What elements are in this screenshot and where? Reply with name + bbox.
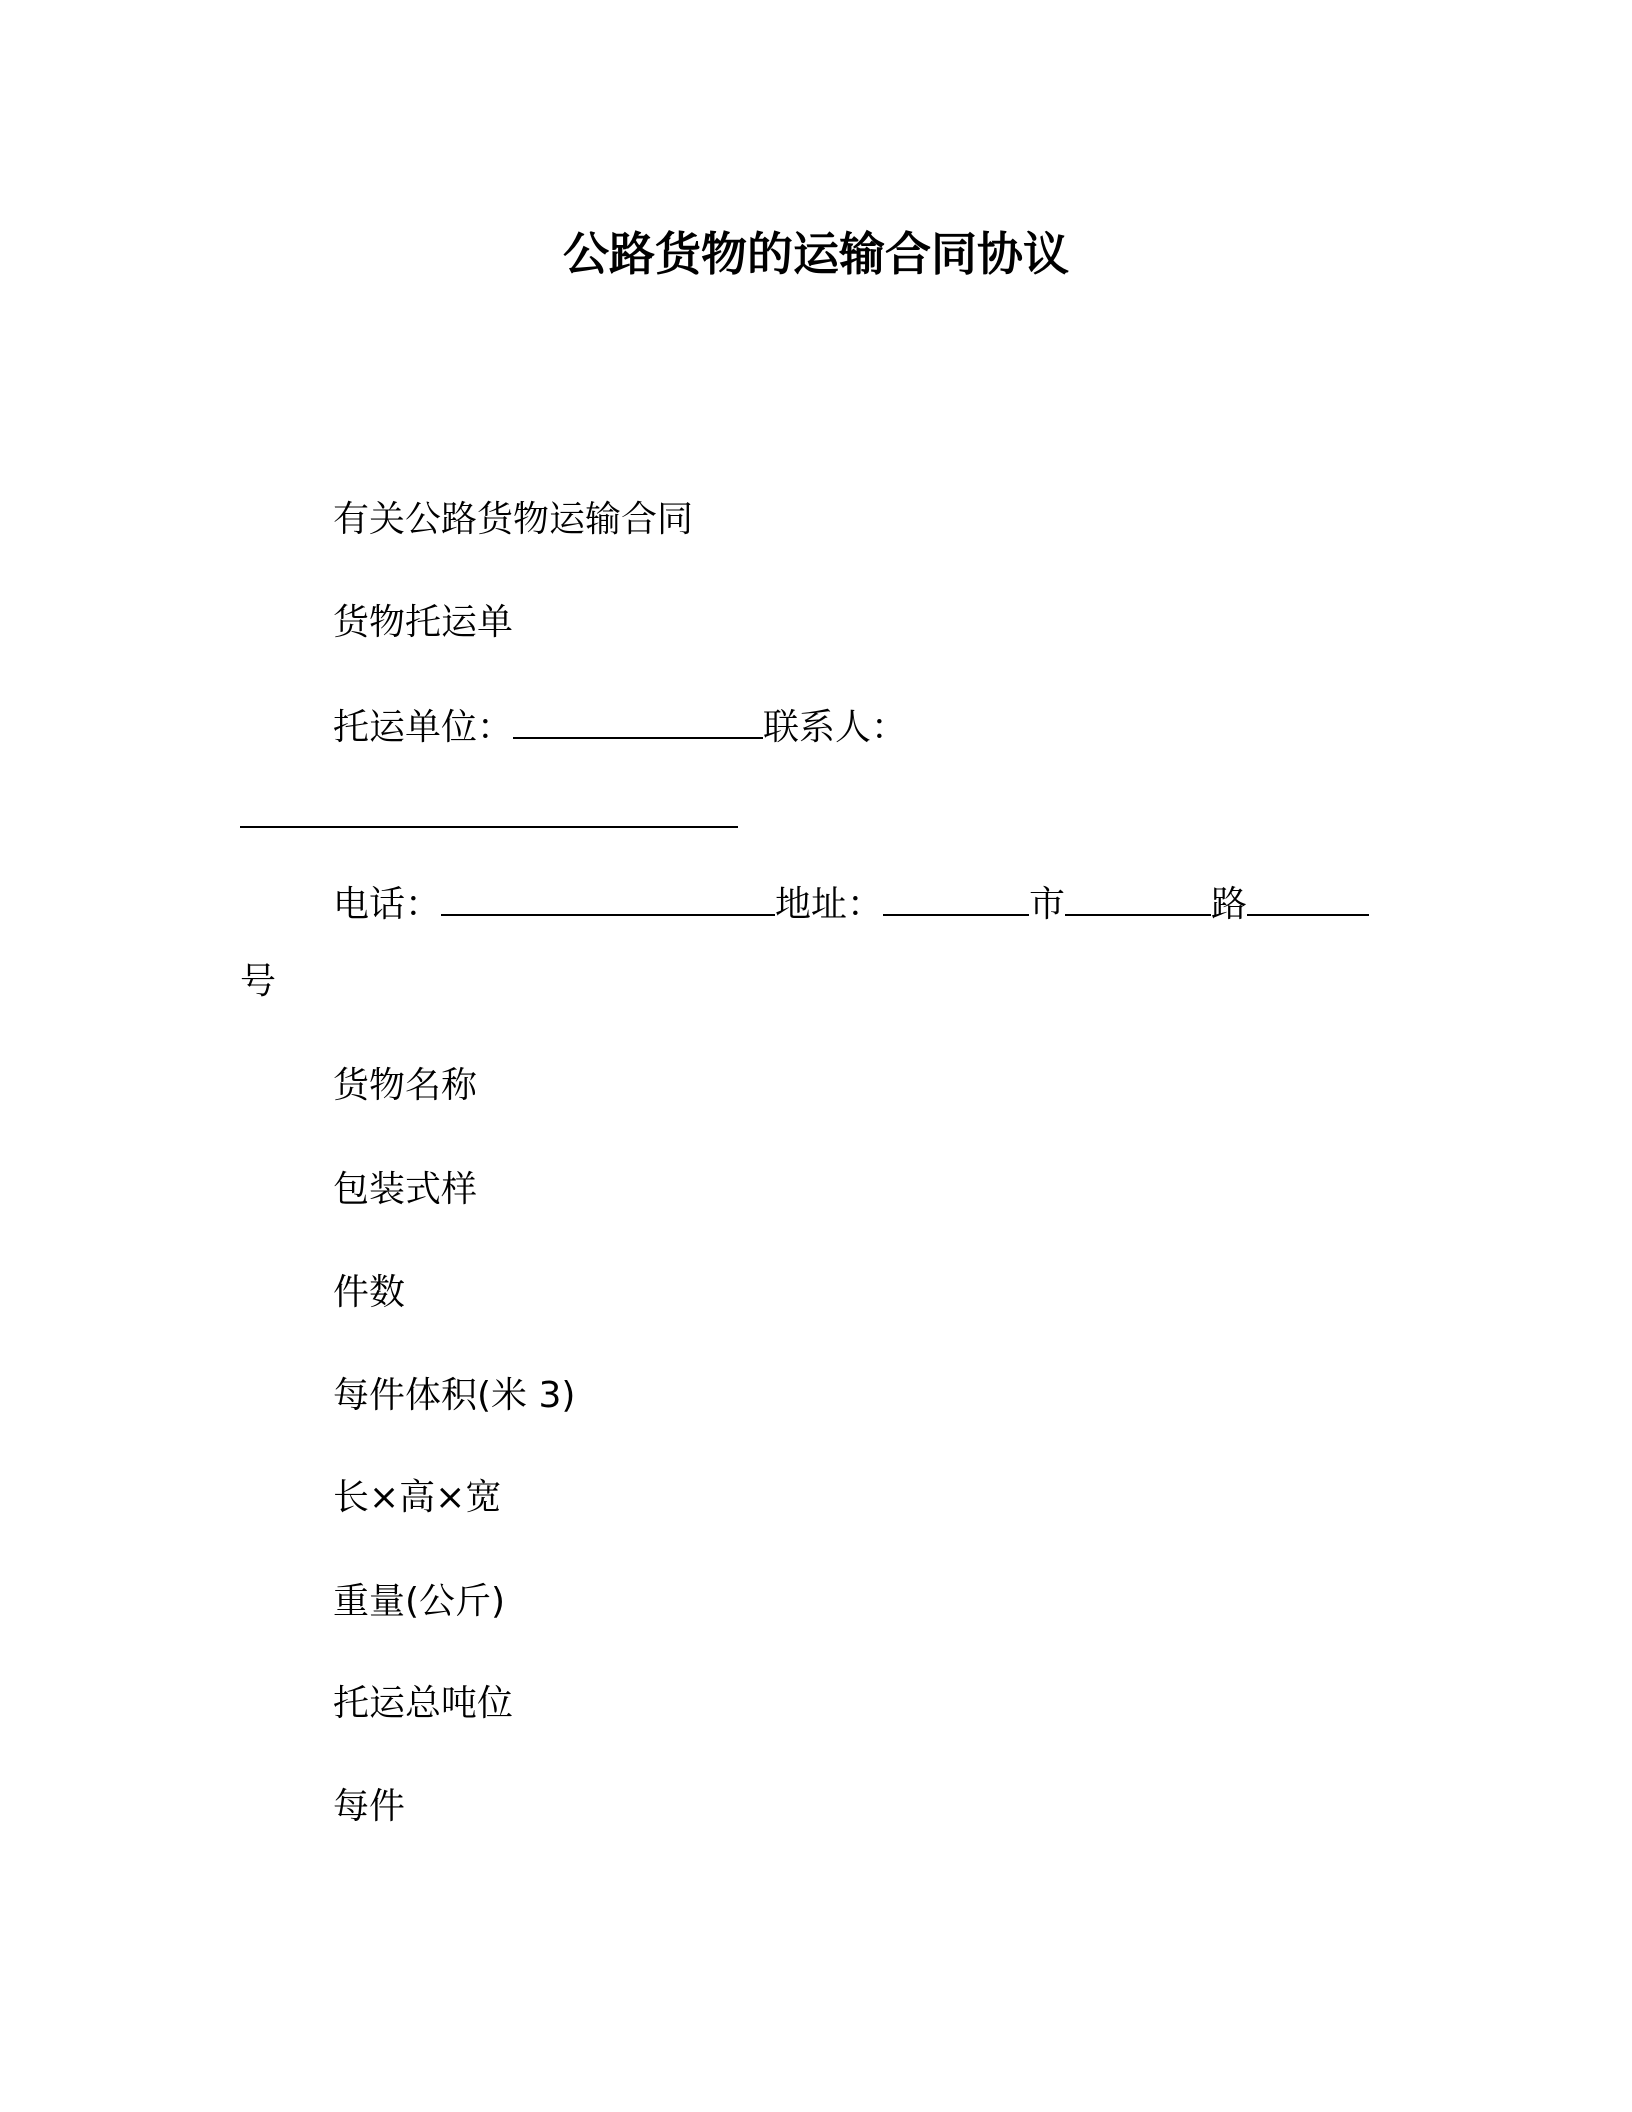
phone-label: 电话： [333, 884, 442, 925]
document-title: 公路货物的运输合同协议 [563, 227, 1069, 281]
phone-address-line [333, 880, 1369, 930]
number-blank[interactable] [1247, 882, 1369, 916]
weight-line: 重量(公斤) [333, 1581, 506, 1622]
form-title-line: 货物托运单 [333, 602, 514, 643]
city-blank[interactable] [883, 882, 1029, 916]
shipper-label: 托运单位： [333, 707, 514, 748]
volume-line: 每件体积(米 3) [333, 1375, 576, 1416]
contact-blank[interactable] [240, 826, 738, 828]
packaging-line: 包装式样 [333, 1169, 478, 1210]
number-suffix-line: 号 [240, 961, 277, 1002]
per-piece-line: 每件 [333, 1786, 406, 1827]
road-blank[interactable] [1065, 882, 1211, 916]
road-suffix: 路 [1211, 884, 1248, 925]
address-label: 地址： [775, 884, 884, 925]
dimensions-line: 长×高×宽 [333, 1477, 502, 1518]
city-suffix: 市 [1029, 884, 1066, 925]
intro-line: 有关公路货物运输合同 [333, 499, 694, 540]
goods-name-line: 货物名称 [333, 1065, 478, 1106]
shipper-blank[interactable] [513, 705, 763, 739]
phone-blank[interactable] [441, 882, 775, 916]
pieces-line: 件数 [333, 1272, 406, 1313]
contact-label: 联系人： [763, 707, 908, 748]
total-tonnage-line: 托运总吨位 [333, 1683, 514, 1724]
shipper-contact-line [333, 703, 907, 753]
